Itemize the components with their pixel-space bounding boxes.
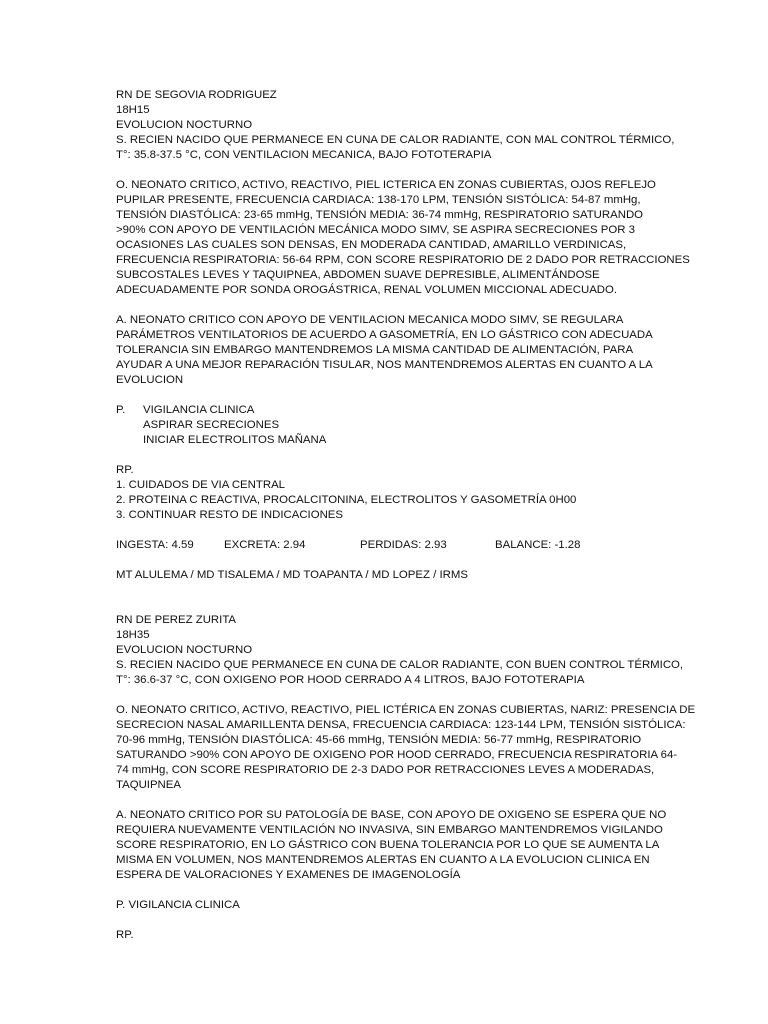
fluid-balance [116,538,656,553]
assessment-line: SCORE RESPIRATORIO, EN LO GÁSTRICO CON BUENA TOLERANCIA POR LO QUE SE AUMENTA LA [116,839,660,851]
objective-line: SATURANDO >90% CON APOYO DE OXIGENO POR HOOD CERRADO, FRECUENCIA RESPIRATORIA 64- [116,749,678,761]
objective-line: SECRECION NASAL AMARILLENTA DENSA, FRECUENCIA CARDIACA: 123-144 LPM, TENSIÓN SISTÓLICA: [116,719,686,731]
assessment-section [116,808,667,883]
ingesta-value: INGESTA: 4.59 [116,539,194,551]
plan-item: INICIAR ELECTROLITOS MAÑANA [143,434,327,446]
objective-line: FRECUENCIA RESPIRATORIA: 56-64 RPM, CON SCORE RESPIRATORIO DE 2 DADO POR RETRACCIONES [116,254,690,266]
plan-label: P. [116,404,126,416]
prescription-section [116,463,656,523]
note-time: 18H35 [116,629,150,641]
prescription-item: 1. CUIDADOS DE VIA CENTRAL [116,479,286,491]
prescription-item: 3. CONTINUAR RESTO DE INDICACIONES [116,509,344,521]
objective-line: TENSIÓN DIASTÓLICA: 23-65 mmHg, TENSIÓN MEDIA: 36-74 mmHg, RESPIRATORIO SATURANDO [116,209,644,221]
subjective-line: S. RECIEN NACIDO QUE PERMANECE EN CUNA DE CALOR RADIANTE, CON BUEN CONTROL TÉRMICO, [116,659,684,671]
objective-line: OCASIONES LAS CUALES SON DENSAS, EN MODERADA CANTIDAD, AMARILLO VERDINICAS, [116,239,627,251]
prescription-item: 2. PROTEINA C REACTIVA, PROCALCITONINA, ELECTROLITOS Y GASOMETRÍA 0H00 [116,494,577,506]
plan-item [116,403,656,418]
note-time: 18H15 [116,104,150,116]
assessment-line: REQUIERA NUEVAMENTE VENTILACIÓN NO INVASIVA, SIN EMBARGO MANTENDREMOS VIGILANDO [116,824,663,836]
assessment-line: A. NEONATO CRITICO POR SU PATOLOGÍA DE BASE, CON APOYO DE OXIGENO SE ESPERA QUE NO [116,809,667,821]
subjective-section [116,133,675,163]
objective-line: O. NEONATO CRITICO, ACTIVO, REACTIVO, PIEL ICTERICA EN ZONAS CUBIERTAS, OJOS REFLEJO [116,179,656,191]
objective-line: PUPILAR PRESENTE, FRECUENCIA CARDIACA: 138-170 LPM, TENSIÓN SISTÓLICA: 54-87 mmHg, [116,194,641,206]
note-type: EVOLUCION NOCTURNO [116,644,253,656]
objective-line: O. NEONATO CRITICO, ACTIVO, REACTIVO, PIEL ICTÉRICA EN ZONAS CUBIERTAS, NARIZ: PRESENCIA DE [116,704,696,716]
excreta-value: EXCRETA: 2.94 [224,539,306,551]
subjective-line: T°: 36.6-37 °C, CON OXIGENO POR HOOD CERRADO A 4 LITROS, BAJO FOTOTERAPIA [116,674,585,686]
subjective-line: T°: 35.8-37.5 °C, CON VENTILACION MECANICA, BAJO FOTOTERAPIA [116,149,492,161]
subjective-section [116,658,684,688]
objective-line: ADECUADAMENTE POR SONDA OROGÁSTRICA, RENAL VOLUMEN MICCIONAL ADECUADO. [116,284,618,296]
balance-value: BALANCE: -1.28 [495,539,581,551]
objective-line: SUBCOSTALES LEVES Y TAQUIPNEA, ABDOMEN SUAVE DEPRESIBLE, ALIMENTÁNDOSE [116,269,600,281]
objective-line: >90% CON APOYO DE VENTILACIÓN MECÁNICA MODO SIMV, SE ASPIRA SECRECIONES POR 3 [116,224,635,236]
plan-section [116,403,656,448]
objective-line: 74 mmHg, CON SCORE RESPIRATORIO DE 2-3 DADO POR RETRACCIONES LEVES A MODERADAS, [116,764,655,776]
assessment-line: TOLERANCIA SIN EMBARGO MANTENDREMOS LA MISMA CANTIDAD DE ALIMENTACIÓN, PARA [116,344,634,356]
signatures: MT ALULEMA / MD TISALEMA / MD TOAPANTA / MD LOPEZ / IRMS [116,569,468,581]
assessment-line: AYUDAR A UNA MEJOR REPARACIÓN TISULAR, NOS MANTENDREMOS ALERTAS EN CUANTO A LA [116,359,653,371]
plan-item-text: VIGILANCIA CLINICA [143,404,255,416]
assessment-line: PARÁMETROS VENTILATORIOS DE ACUERDO A GASOMETRÍA, EN LO GÁSTRICO CON ADECUADA [116,329,653,341]
patient-name: RN DE SEGOVIA RODRIGUEZ [116,89,277,101]
patient-name: RN DE PEREZ ZURITA [116,614,237,626]
note-type: EVOLUCION NOCTURNO [116,119,253,131]
document-page [116,88,696,943]
evolution-note-2 [116,613,696,943]
perdidas-value: PERDIDAS: 2.93 [360,539,447,551]
evolution-note-1 [116,88,690,583]
plan-item: P. VIGILANCIA CLINICA [116,899,240,911]
objective-section [116,178,690,298]
assessment-line: MISMA EN VOLUMEN, NOS MANTENDREMOS ALERTAS EN CUANTO A LA EVOLUCION CLINICA EN [116,854,650,866]
objective-line: TAQUIPNEA [116,779,181,791]
objective-line: 70-96 mmHg, TENSIÓN DIASTÓLICA: 45-66 mmHg, TENSIÓN MEDIA: 56-77 mmHg, RESPIRATORIO [116,734,642,746]
objective-section [116,703,696,793]
assessment-line: EVOLUCION [116,374,184,386]
subjective-line: S. RECIEN NACIDO QUE PERMANECE EN CUNA DE CALOR RADIANTE, CON MAL CONTROL TÉRMICO, [116,134,675,146]
prescription-label: RP. [116,929,134,941]
assessment-line: ESPERA DE VALORACIONES Y EXAMENES DE IMAGENOLOGÍA [116,869,461,881]
plan-item: ASPIRAR SECRECIONES [143,419,280,431]
assessment-section [116,313,656,388]
prescription-label: RP. [116,464,134,476]
assessment-line: A. NEONATO CRITICO CON APOYO DE VENTILACION MECANICA MODO SIMV, SE REGULARA [116,314,624,326]
